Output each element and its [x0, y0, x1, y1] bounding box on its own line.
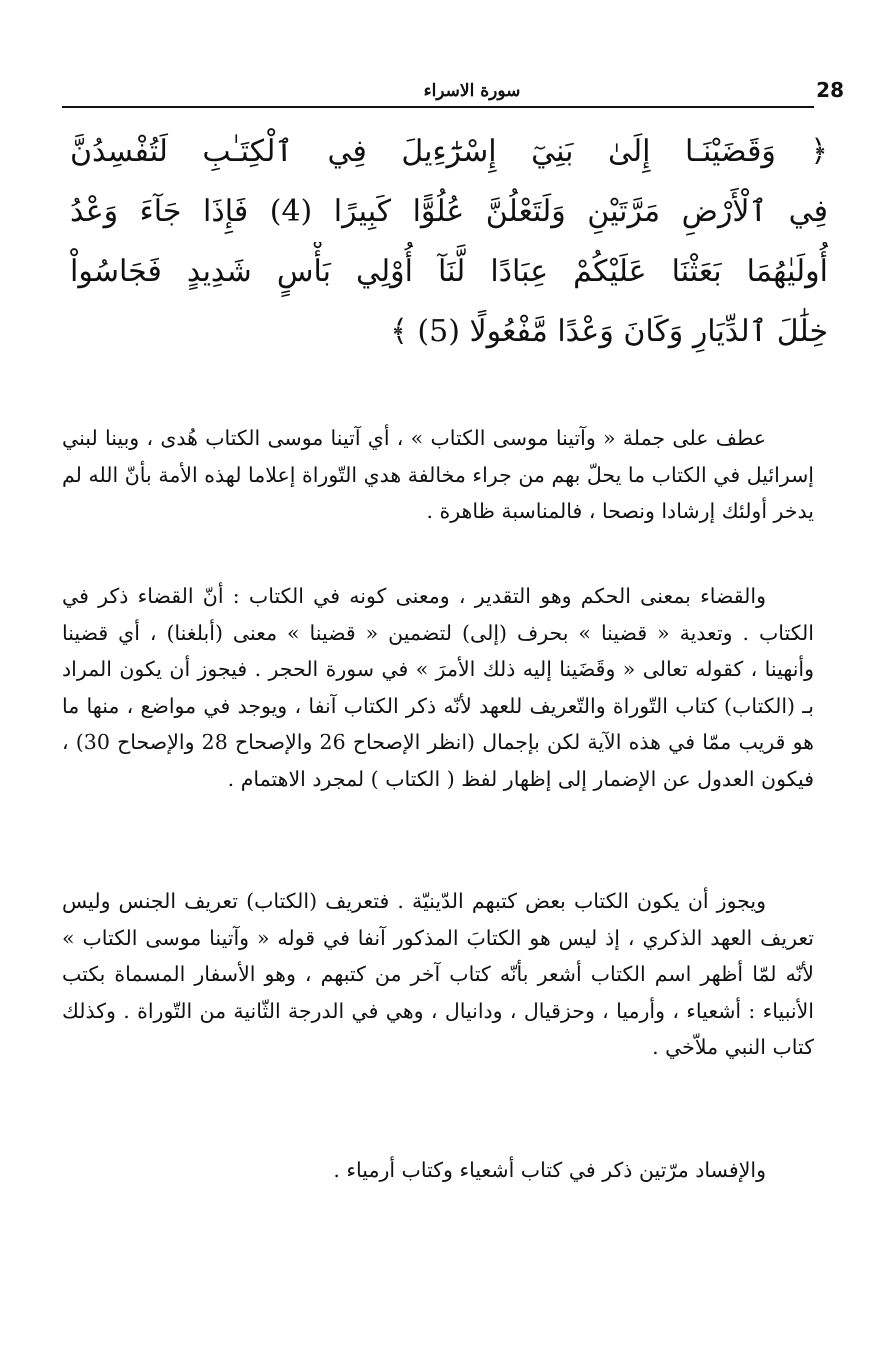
paragraph-text-3: ويجوز أن يكون الكتاب بعض كتبهم الدّينيّة . فتعريف (الكتاب) تعريف الجنس وليس تعريف العهد الذكري ، إذ ليس هو الكتابَ المذكور آنفا في قوله « وآتينا موسى الكتاب » لأنّه لمّا أظهر اسم الكتاب أشعر بأنّه كتاب آخر من كتبهم ، وهو الأسفار المسماة بكتب الأنبياء : أشعياء ، وأرميا ، وحزقيال ، ودانيال ، وهي في الدرجة الثّانية من التّوراة . وكذلك كتاب النبي ملاّخي . [62, 889, 814, 1059]
paragraph-text-2: والقضاء بمعنى الحكم وهو التقدير ، ومعنى كونه في الكتاب : أنّ القضاء ذكر في الكتاب . وتعدية « قضينا » بحرف (إلى) لتضمين « قضينا » معنى (أبلغنا) ، أي قضينا وأنهينا ، كقوله تعالى « وقَضَينا إليه ذلك الأمرَ » في سورة الحجر . فيجوز أن يكون المراد بـ (الكتاب) كتاب التّوراة والتّعريف للعهد لأنّه ذكر الكتاب آنفا ، ويوجد في مواضع ، منها ما هو قريب ممّا في هذه الآية لكن بإجمال (انظر الإصحاح 26 والإصحاح 28 والإصحاح 30) ، فيكون العدول عن الإضمار إلى إظهار لفظ ( الكتاب ) لمجرد الاهتمام . [62, 584, 814, 791]
commentary-paragraph [62, 1152, 814, 1189]
quran-verse-block [70, 122, 828, 362]
page-header [62, 76, 844, 108]
paragraph-text-4: والإفساد مرّتين ذكر في كتاب أشعياء وكتاب أرمياء . [333, 1158, 766, 1182]
verse-line-2: فِي ٱلْأَرْضِ مَرَّتَيْنِ وَلَتَعْلُنَّ عُلُوًّا كَبِيرًا (4) فَإِذَا جَآءَ وَعْدُ [70, 194, 828, 229]
verse-close-ornament: ﴾ [390, 314, 408, 349]
commentary-paragraph [62, 420, 814, 530]
paragraph-text-1: عطف على جملة « وآتينا موسى الكتاب » ، أي آتينا موسى الكتاب هُدى ، وبينا لبني إسرائيل في الكتاب ما يحلّ بهم من جراء مخالفة هدي التّوراة إعلاما لهذه الأمة بأنّ الله لم يدخر أولئك إرشادا ونصحا ، فالمناسبة ظاهرة . [62, 426, 814, 523]
verse-line-3: أُولَيٰهُمَا بَعَثْنَا عَلَيْكُمْ عِبَادًا لَّنَآ أُوْلِي بَأْسٍ شَدِيدٍ فَجَاسُواْ [70, 254, 828, 289]
verse-text-1: وَقَضَيْنَـا إِلَىٰ بَنِيٓ إِسْرَٰٓءِيلَ فِي ٱلْكِتَـٰبِ لَتُفْسِدُنَّ [70, 134, 776, 169]
verse-line-4 [70, 302, 828, 362]
page-number: 28 [816, 78, 844, 102]
commentary-paragraph [62, 883, 814, 1066]
surah-title: سورة الاسراء [423, 81, 521, 101]
verse-line-1 [70, 122, 828, 182]
commentary-paragraph [62, 578, 814, 797]
verse-text-4: خِلَٰلَ ٱلدِّيَارِ وَكَانَ وَعْدًا مَّفْعُولًا (5) [417, 314, 828, 349]
verse-open-ornament: ﴿ [810, 134, 828, 169]
